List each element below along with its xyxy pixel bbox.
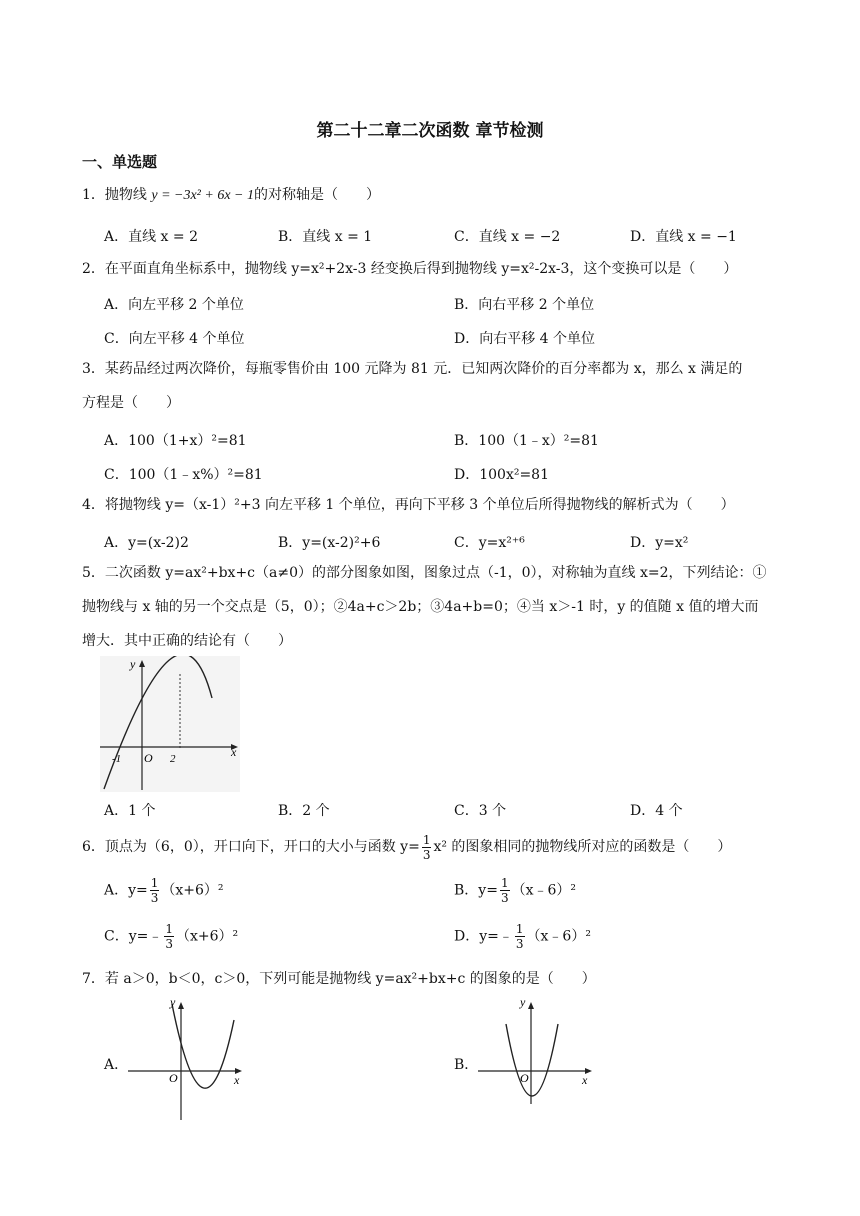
- question-5-graph: [100, 656, 240, 792]
- question-6-option-b[interactable]: [454, 876, 576, 905]
- question-3-option-a[interactable]: A．100（1+x）²=81: [104, 433, 247, 449]
- question-7-graph-b: [476, 996, 606, 1106]
- question-7-option-b[interactable]: B．: [454, 1057, 479, 1073]
- graph-y-label: y: [130, 657, 136, 671]
- question-6: [82, 830, 812, 864]
- question-2-option-a[interactable]: A．向左平移 2 个单位: [104, 297, 244, 313]
- question-2-option-d[interactable]: D．向右平移 4 个单位: [454, 331, 596, 347]
- fraction-denominator: 3: [500, 891, 509, 905]
- question-5-option-b[interactable]: B．2 个: [278, 803, 330, 819]
- question-5-line-2: 抛物线与 x 轴的另一个交点是（5，0）；②4a+c＞2b；③4a+b=0；④当 x＞-1 时，y 的值随 x 值的增大而: [82, 599, 759, 615]
- graph-x-label: x: [231, 745, 237, 759]
- graph-origin-label: O: [169, 1071, 178, 1085]
- option-prefix: C．y=﹣: [104, 928, 163, 945]
- page-title: 第二十二章二次函数 章节检测: [316, 121, 544, 141]
- question-4-option-b[interactable]: B．y=(x-2)²+6: [278, 535, 381, 551]
- question-1-formula: y = −3x² + 6x − 1: [151, 188, 254, 203]
- graph-two-label: 2: [170, 753, 176, 765]
- fraction-numerator: 1: [150, 876, 159, 890]
- option-suffix: （x﹣6）²: [511, 882, 576, 899]
- question-2-option-b[interactable]: B．向右平移 2 个单位: [454, 297, 595, 313]
- question-6-prefix: 6．顶点为（6，0），开口向下，开口的大小与函数 y=: [82, 839, 420, 855]
- fraction-numerator: 1: [165, 922, 173, 936]
- question-3-option-d[interactable]: D．100x²=81: [454, 467, 549, 483]
- graph-origin-label: O: [144, 751, 153, 765]
- fraction-denominator: 3: [150, 891, 159, 905]
- question-1-option-b[interactable]: B．直线 x = 1: [278, 229, 373, 245]
- question-5-option-d[interactable]: D．4 个: [630, 803, 683, 819]
- question-4-option-a[interactable]: A．y=(x-2)2: [104, 535, 189, 551]
- graph-neg1-label: -1: [112, 753, 122, 765]
- question-6-option-c[interactable]: [104, 922, 238, 951]
- question-2: 2．在平面直角坐标系中，抛物线 y=x²+2x-3 经变换后得到抛物线 y=x²-2x-3，这个变换可以是（ ）: [82, 261, 738, 277]
- question-1-option-a[interactable]: A．直线 x = 2: [104, 229, 198, 245]
- question-6-suffix: x² 的图象相同的抛物线所对应的函数是（ ）: [433, 839, 732, 855]
- option-prefix: A．y=: [104, 882, 148, 899]
- option-prefix: D．y=﹣: [454, 928, 513, 945]
- option-suffix: （x﹣6）²: [526, 928, 591, 945]
- question-7-b-parabola: [506, 1024, 558, 1096]
- question-6-option-a[interactable]: [104, 876, 224, 905]
- question-4-option-c[interactable]: C．y=x²⁺⁶: [454, 535, 525, 551]
- option-suffix: （x+6）²: [161, 882, 224, 899]
- question-3-option-b[interactable]: B．100（1﹣x）²=81: [454, 433, 599, 449]
- question-4-option-d[interactable]: D．y=x²: [630, 535, 689, 551]
- question-1: [82, 178, 812, 213]
- question-1-option-c[interactable]: C．直线 x = −2: [454, 229, 561, 245]
- question-1-suffix: 的对称轴是（ ）: [254, 187, 380, 203]
- fraction-denominator: 3: [165, 937, 173, 951]
- question-3-option-c[interactable]: C．100（1﹣x%）²=81: [104, 467, 263, 483]
- question-3-line-1: 3．某药品经过两次降价，每瓶零售价由 100 元降为 81 元．已知两次降价的百分率都为 x，那么 x 满足的: [82, 361, 743, 377]
- section-heading: 一、单选题: [82, 153, 158, 171]
- question-7-graph-a: [126, 996, 256, 1122]
- question-5-option-c[interactable]: C．3 个: [454, 803, 507, 819]
- option-fraction: [515, 922, 525, 951]
- question-1-option-d[interactable]: D．直线 x = −1: [630, 229, 737, 245]
- option-fraction: [500, 876, 510, 905]
- fraction-denominator: 3: [422, 847, 431, 862]
- question-4: 4．将抛物线 y=（x-1）²+3 向左平移 1 个单位，再向下平移 3 个单位后所得抛物线的解析式为（ ）: [82, 497, 735, 513]
- question-6-fraction: [422, 833, 432, 862]
- graph-y-label: y: [520, 996, 526, 1009]
- graph-origin-label: O: [520, 1071, 529, 1085]
- question-7-option-a[interactable]: A．: [104, 1057, 129, 1073]
- option-fraction: [164, 922, 174, 951]
- question-6-option-d[interactable]: [454, 922, 591, 951]
- graph-x-label: x: [234, 1073, 240, 1087]
- question-3-line-2: 方程是（ ）: [82, 395, 180, 411]
- question-5-line-3: 增大．其中正确的结论有（ ）: [82, 633, 292, 649]
- question-1-prefix: 1．抛物线: [82, 187, 152, 203]
- option-fraction: [150, 876, 160, 905]
- option-suffix: （x+6）²: [176, 928, 239, 945]
- option-prefix: B．y=: [454, 882, 498, 899]
- graph-y-label: y: [170, 996, 176, 1009]
- question-5-line-1: 5．二次函数 y=ax²+bx+c（a≠0）的部分图象如图，图象过点（-1，0），对称轴为直线 x=2，下列结论：①: [82, 565, 767, 581]
- fraction-numerator: 1: [422, 832, 431, 847]
- question-2-option-c[interactable]: C．向左平移 4 个单位: [104, 331, 245, 347]
- fraction-numerator: 1: [515, 922, 524, 936]
- question-5-option-a[interactable]: A．1 个: [104, 803, 156, 819]
- graph-x-label: x: [582, 1073, 588, 1087]
- fraction-denominator: 3: [515, 937, 524, 951]
- fraction-numerator: 1: [500, 876, 509, 890]
- question-7: 7．若 a＞0，b＜0，c＞0，下列可能是抛物线 y=ax²+bx+c 的图象的是（ ）: [82, 971, 596, 987]
